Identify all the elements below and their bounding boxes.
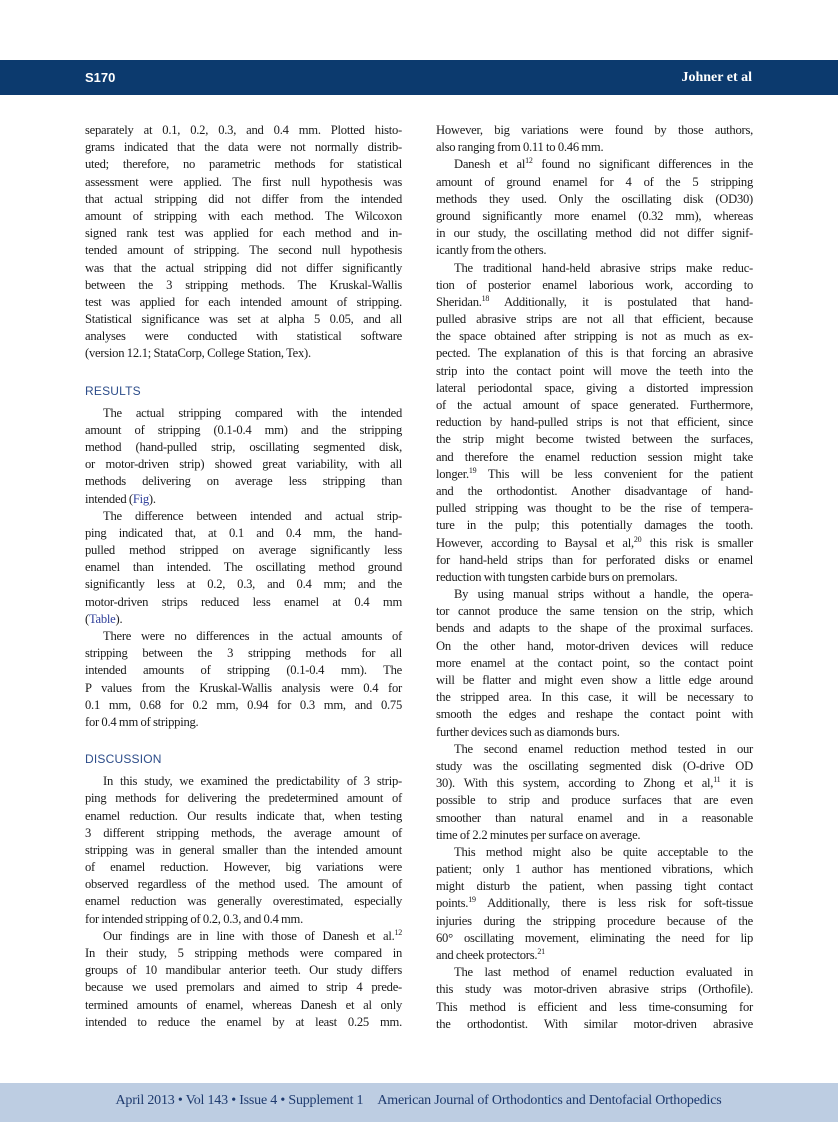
text-segment: Additionally, it is postulated that hand-	[489, 294, 753, 309]
running-header	[0, 60, 838, 95]
text-line: patient; only 1 author has mentioned vibrations, which	[436, 862, 753, 877]
text-line: because we used premolars and aimed to strip 4 prede-	[85, 980, 402, 995]
text-line: ground significantly more enamel (0.32 mm), whereas	[436, 208, 753, 223]
text-line: tion of posterior enamel laborious work, according to	[436, 277, 753, 292]
paragraph	[436, 586, 753, 741]
text-line: that actual stripping did not differ from the intended	[85, 191, 402, 206]
text-line: ping methods for delivering the predetermined amount of	[85, 791, 402, 806]
text-segment: ).	[115, 611, 123, 626]
text-segment: (	[85, 611, 89, 626]
text-line: There were no differences in the actual amounts of	[103, 629, 402, 644]
left-column	[85, 122, 402, 1031]
text-line	[436, 156, 753, 173]
text-line: signed rank test was applied for each method and in-	[85, 226, 402, 241]
text-line: This method might also be quite acceptable to the	[454, 844, 753, 859]
text-line: methods they used. Only the oscillating disk (OD30)	[436, 191, 753, 206]
citation-superscript[interactable]: 12	[394, 927, 402, 937]
text-line: pulled abrasive strips are not all that efficient, because	[436, 312, 753, 327]
paragraph	[85, 928, 402, 1031]
text-line: injuries during the stripping procedure because of the	[436, 913, 753, 928]
text-segment: and cheek protectors.	[436, 948, 538, 962]
paragraph	[85, 122, 402, 363]
text-segment: intended (	[85, 491, 133, 506]
text-line: or motor-driven strip) showed great variability, with all	[85, 457, 402, 472]
text-line: stripping between the 3 stripping methods for all	[85, 646, 402, 661]
citation-superscript[interactable]: 19	[468, 465, 477, 475]
text-line: However, big variations were found by those authors,	[436, 123, 753, 137]
text-line: and therefore the enamel reduction session might take	[436, 449, 753, 464]
text-line	[85, 611, 402, 628]
text-line: enamel reduction. Our results indicate that, when testing	[85, 808, 402, 823]
text-line: Statistical significance was set at alpha 5 0.05, and all	[85, 312, 402, 327]
text-line: significantly less at 0.2, 0.3, and 0.4 mm; and the	[85, 577, 402, 592]
text-line: 60° oscillating movement, eliminating the need for lip	[436, 930, 753, 945]
text-line: tor cannot produce the same tension on the strip, which	[436, 604, 753, 619]
text-line: pected. The explanation of this is that forcing an abrasive	[436, 346, 753, 361]
text-line	[436, 947, 753, 964]
text-line: tended amount of stripping. The second null hypothesis	[85, 243, 402, 258]
text-line: of enamel reduction. However, big variations were	[85, 860, 402, 875]
text-line: 0.1 mm, 0.68 for 0.2 mm, 0.94 for 0.3 mm, and 0.75	[85, 697, 402, 712]
text-line: intended to reduce the enamel by at least 0.25 mm.	[85, 1014, 402, 1029]
text-segment: 30). With this system, according to Zhong et al,	[436, 776, 714, 791]
citation-superscript[interactable]: 20	[633, 534, 642, 544]
text-segment: Danesh et al	[454, 157, 526, 172]
text-line: reduction with tungsten carbide burs on premolars.	[436, 569, 678, 584]
text-segment: it is	[720, 776, 753, 791]
citation-superscript[interactable]: 18	[481, 293, 490, 303]
text-line: intended amounts of stripping (0.1-0.4 mm). The	[85, 663, 402, 678]
text-line: On the other hand, motor-driven devices will reduce	[436, 638, 753, 653]
section-heading: DISCUSSION	[85, 752, 162, 767]
text-line: ping indicated that, at 0.1 and 0.4 mm, the hand-	[85, 525, 402, 540]
text-line: smoother than natural enamel and in a reasonable	[436, 810, 753, 825]
page-number: S170	[85, 70, 116, 85]
text-line: and the orthodontist. Another disadvantage of hand-	[436, 483, 753, 498]
text-line: the strip might become twisted between the surfaces,	[436, 432, 753, 447]
paragraph	[85, 628, 402, 731]
issue-info: April 2013 • Vol 143 • Issue 4 • Supplement 1	[115, 1093, 364, 1108]
paragraph	[85, 405, 402, 508]
text-segment: However, according to Baysal et al,	[436, 535, 634, 550]
text-segment: longer.	[436, 466, 469, 481]
text-line: will be flatter and might even show a little edge around	[436, 673, 753, 687]
text-line: enamel reduction was generally overestimated, especially	[85, 894, 402, 909]
text-line: the orthodontist. With similar motor-driven abrasive	[436, 1016, 753, 1031]
text-line: smooth the edges and reshape the contact point with	[436, 707, 753, 722]
text-line	[436, 294, 753, 311]
paragraph	[436, 844, 753, 964]
paragraph	[436, 156, 753, 259]
text-line: strip into the contact point will move the teeth into the	[436, 363, 753, 378]
text-line: groups of 10 mandibular anterior teeth. Our study differs	[85, 963, 402, 978]
text-line: for 0.4 mm of stripping.	[85, 714, 199, 729]
text-line: ture in the pulp; this potentially damages the tooth.	[436, 518, 753, 533]
text-line: (version 12.1; StataCorp, College Station, Tex).	[85, 346, 311, 361]
text-segment: Additionally, there is less risk for soft-tissue	[475, 896, 753, 911]
text-line: in our study, the oscillating method did not differ signif-	[436, 226, 753, 241]
text-line: methods delivering on average less stripping than	[85, 474, 402, 489]
text-segment: this risk is smaller	[641, 535, 753, 550]
text-line: between the 3 stripping methods. The Kruskal-Wallis	[85, 277, 402, 292]
text-line: analyses were conducted with statistical software	[85, 329, 402, 344]
citation-superscript[interactable]: 12	[525, 156, 533, 166]
text-line: observed regardless of the method used. The amount of	[85, 877, 402, 892]
text-line: enamel than intended. The oscillating method ground	[85, 560, 402, 575]
paragraph	[85, 773, 402, 928]
text-line: The actual stripping compared with the intended	[103, 405, 402, 420]
text-line: grams indicated that the data were not normally distrib-	[85, 140, 402, 155]
footer-text	[85, 1083, 752, 1119]
text-line: stripping was in general smaller than the intended amount	[85, 842, 402, 857]
running-footer	[0, 1083, 838, 1122]
text-line	[85, 928, 402, 945]
text-line: reduction by hand-pulled strips is not that efficient, since	[436, 415, 753, 430]
text-line: was that the actual stripping did not differ significantly	[85, 260, 402, 275]
text-line	[436, 466, 753, 483]
text-line: the space obtained after stripping is not as much as ex-	[436, 329, 753, 344]
running-author: Johner et al	[681, 70, 752, 85]
text-segment: Sheridan.	[436, 294, 482, 309]
text-segment: points.	[436, 896, 469, 911]
paragraph	[436, 122, 753, 156]
text-line: P values from the Kruskal-Wallis analysis were 0.4 for	[85, 680, 402, 695]
text-line: In their study, 5 stripping methods were compared in	[85, 946, 402, 961]
text-line: pulled stripping was thought to be the rise of tempera-	[436, 501, 753, 516]
text-line: The second enamel reduction method tested in our	[454, 741, 753, 756]
text-line: The last method of enamel reduction evaluated in	[454, 965, 753, 980]
text-line: assessment were applied. The first null hypothesis was	[85, 174, 402, 189]
text-line: 3 different stripping methods, the average amount of	[85, 825, 402, 840]
text-line: pulled method stripped on average significantly less	[85, 543, 402, 558]
text-line	[436, 775, 753, 792]
text-line	[85, 491, 402, 508]
text-line	[436, 535, 753, 552]
text-line: more enamel at the contact point, so the contact point	[436, 655, 753, 670]
cross-reference-link[interactable]: Table	[88, 611, 116, 626]
text-line: the stripped area. In this case, it will be necessary to	[436, 690, 753, 705]
text-line: this study was motor-driven abrasive strips (Orthofile).	[436, 982, 753, 997]
text-line: for hand-held strips than for perforated disks or enamel	[436, 552, 753, 567]
citation-superscript[interactable]: 11	[713, 775, 721, 785]
text-segment: found no significant differences in the	[532, 157, 753, 172]
text-line: The traditional hand-held abrasive strips make reduc-	[454, 260, 753, 275]
text-line: icantly from the others.	[436, 243, 547, 258]
text-line: amount of ground enamel for 4 of the 5 stripping	[436, 174, 753, 189]
text-line: In this study, we examined the predictability of 3 strip-	[103, 774, 402, 789]
text-segment: ).	[148, 491, 156, 506]
paragraph	[436, 741, 753, 844]
text-line: The difference between intended and actual strip-	[103, 508, 402, 523]
journal-name: American Journal of Orthodontics and Dentofacial Orthopedics	[377, 1093, 722, 1108]
text-line: motor-driven strips reduced less enamel at 0.4 mm	[85, 594, 402, 609]
cross-reference-link[interactable]: Fig	[132, 491, 149, 506]
text-line: This method is efficient and less time-consuming for	[436, 999, 753, 1014]
text-line: uted; therefore, no parametric methods for statistical	[85, 157, 402, 172]
text-line	[436, 895, 753, 912]
text-line: lateral periodontal space, giving a distorted impression	[436, 380, 753, 395]
text-line: for intended stripping of 0.2, 0.3, and 0.4 mm.	[85, 911, 304, 926]
text-line: By using manual strips without a handle, the opera-	[454, 587, 753, 602]
paragraph	[436, 260, 753, 587]
paragraph	[436, 964, 753, 1033]
text-segment: Our findings are in line with those of Danesh et al.	[103, 928, 395, 943]
citation-superscript[interactable]: 19	[468, 895, 476, 905]
text-line: termined amounts of enamel, whereas Danesh et al only	[85, 997, 402, 1012]
text-segment: This will be less convenient for the patient	[476, 466, 753, 481]
text-line: time of 2.2 minutes per surface on average.	[436, 827, 641, 842]
text-line: study was the oscillating segmented disk (O-drive OD	[436, 758, 753, 773]
text-line: separately at 0.1, 0.2, 0.3, and 0.4 mm. Plotted histo-	[85, 123, 402, 137]
text-line: might disturb the patient, when passing tight contact	[436, 879, 753, 894]
citation-superscript[interactable]: 21	[537, 947, 545, 956]
section-heading: RESULTS	[85, 383, 141, 398]
text-line: possible to strip and produce surfaces that are even	[436, 793, 753, 808]
text-line: method (hand-pulled strip, oscillating segmented disk,	[85, 439, 402, 454]
text-line: test was applied for each intended amount of stripping.	[85, 294, 402, 309]
paragraph	[85, 508, 402, 628]
right-column	[436, 122, 753, 1033]
text-line: bends and adapts to the shape of the proximal surfaces.	[436, 621, 753, 636]
text-line: amount of stripping with each method. The Wilcoxon	[85, 208, 402, 223]
text-line: of the actual amount of space generated. Furthermore,	[436, 398, 753, 412]
text-line: further devices such as diamonds burs.	[436, 724, 620, 739]
text-line: amount of stripping (0.1-0.4 mm) and the stripping	[85, 422, 402, 437]
text-line: also ranging from 0.11 to 0.46 mm.	[436, 140, 604, 155]
